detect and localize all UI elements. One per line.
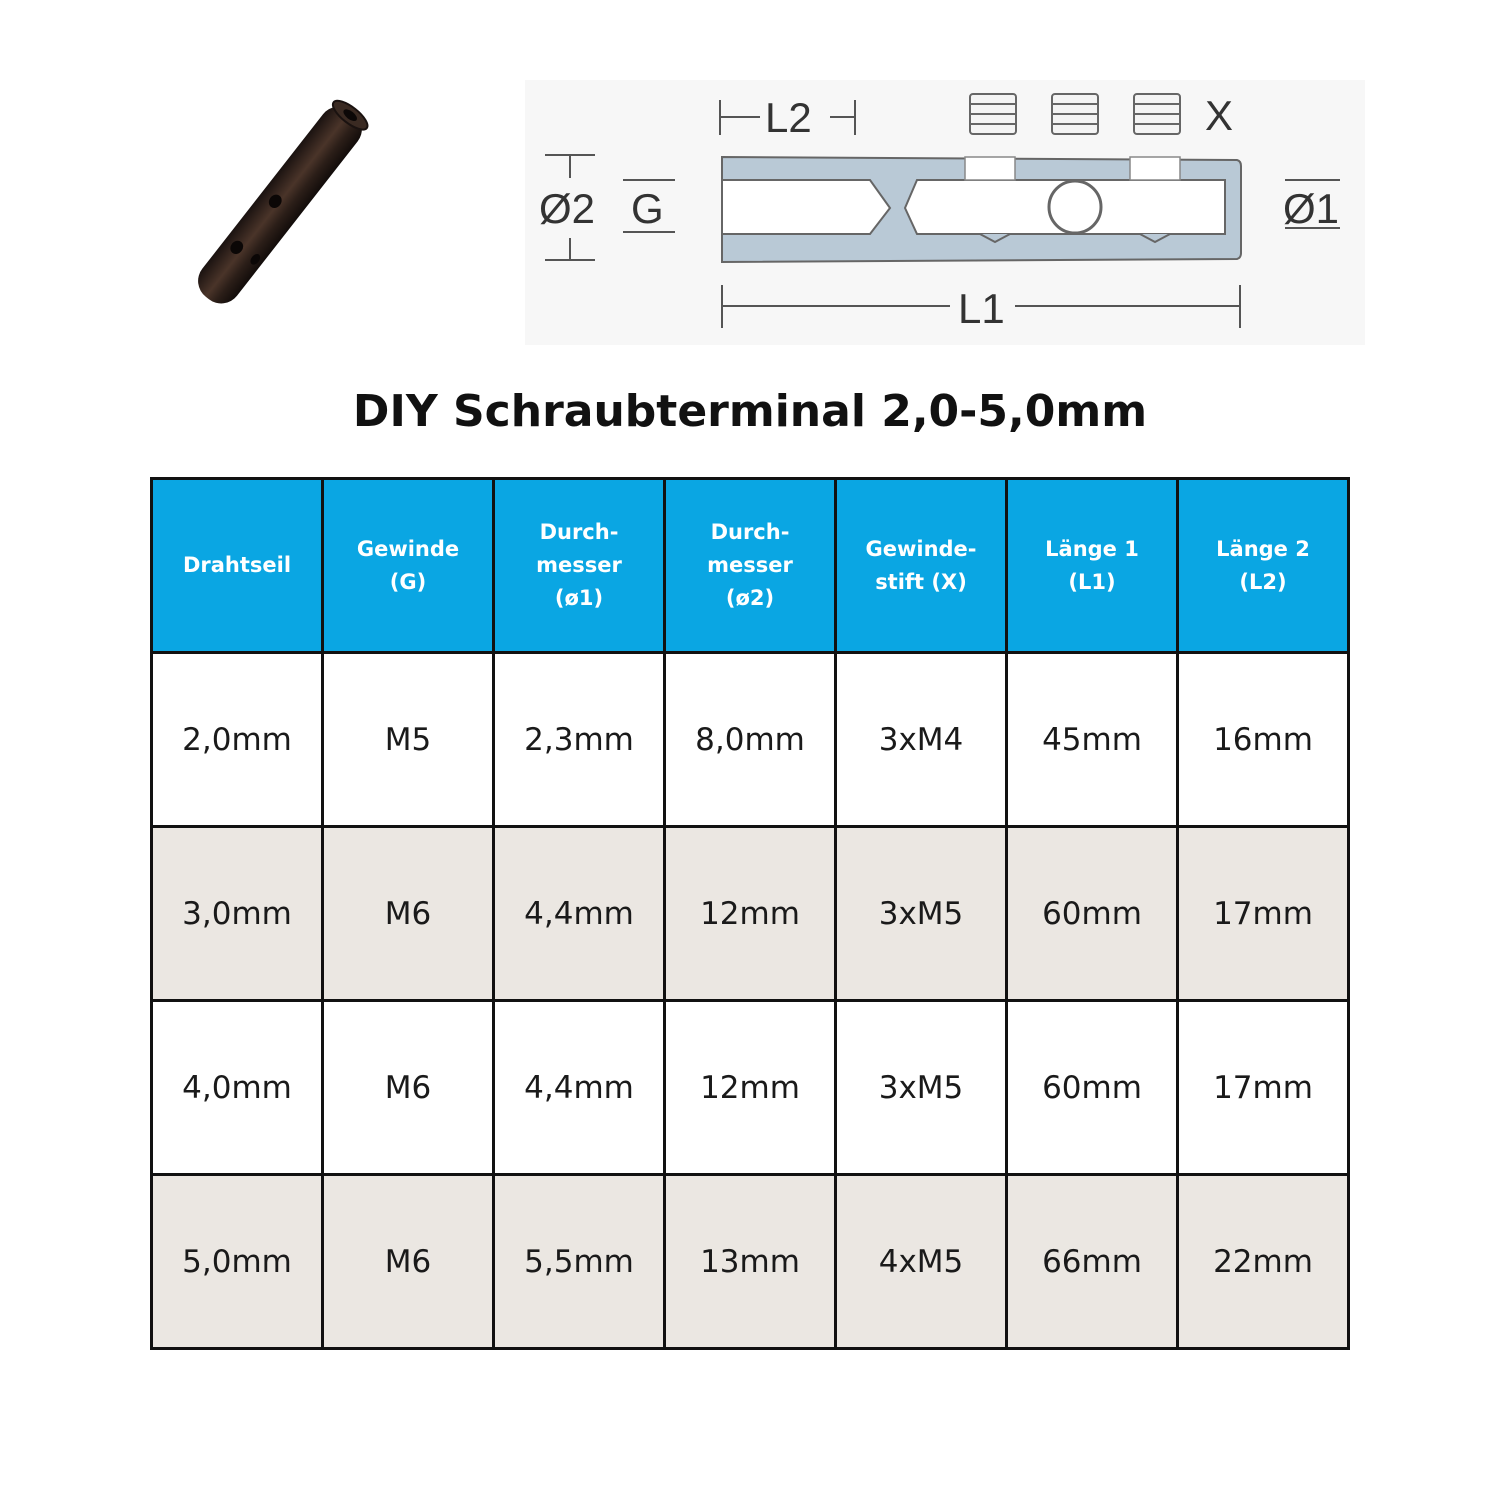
column-header-line: Länge 1 [1045,536,1139,561]
column-header [1007,479,1178,653]
table-cell: 13mm [665,1175,836,1349]
page-title: DIY Schraubterminal 2,0-5,0mm [352,386,1148,437]
table-row [152,1001,1349,1175]
column-header-line: (L2) [1239,569,1287,594]
table-cell: 4,0mm [152,1001,323,1175]
column-header-line: Durch- [710,520,790,544]
column-header [323,479,494,653]
table-row [152,653,1349,827]
table-row [152,827,1349,1001]
table-cell: 66mm [1007,1175,1178,1349]
label-x: X [1205,92,1234,139]
table-cell: 2,3mm [494,653,665,827]
column-header-line: messer [707,553,793,577]
column-header-line: (ø1) [554,586,604,610]
table-cell: 4,4mm [494,1001,665,1175]
table-cell: 12mm [665,827,836,1001]
column-header-line: (G) [389,569,427,594]
terminal-cross-section [722,157,1241,262]
column-header-line: Drahtseil [182,553,292,577]
column-header-line: (ø2) [725,586,775,610]
label-l1: L1 [958,285,1005,332]
table-cell: 60mm [1007,1001,1178,1175]
header-row [152,479,1349,653]
table-cell: M6 [323,1175,494,1349]
table-cell: 17mm [1178,827,1349,1001]
table-cell: 45mm [1007,653,1178,827]
table-row [152,1175,1349,1349]
label-g: G [631,185,664,232]
label-l2: L2 [765,94,812,141]
label-d1: Ø1 [1283,185,1340,232]
table-cell: 16mm [1178,653,1349,827]
table-cell: 4xM5 [836,1175,1007,1349]
set-screw-icon [970,94,1180,134]
column-header [1178,479,1349,653]
column-header-line: Gewinde- [865,536,977,561]
table-cell: 17mm [1178,1001,1349,1175]
label-d2: Ø2 [539,185,596,232]
table-cell: 2,0mm [152,653,323,827]
table-cell: 60mm [1007,827,1178,1001]
table-cell: 3xM5 [836,827,1007,1001]
column-header-line: (L1) [1068,569,1116,594]
table-cell: 8,0mm [665,653,836,827]
column-header-line: Länge 2 [1216,536,1310,561]
table-cell: 12mm [665,1001,836,1175]
table-cell: 5,0mm [152,1175,323,1349]
column-header-line: Durch- [539,520,619,544]
table-body [152,653,1349,1349]
table-cell: 3,0mm [152,827,323,1001]
table-cell: M6 [323,1001,494,1175]
table-cell: M6 [323,827,494,1001]
table-cell: M5 [323,653,494,827]
column-header [665,479,836,653]
column-header-line: messer [536,553,622,577]
column-header-line: stift (X) [875,569,967,594]
table-cell: 5,5mm [494,1175,665,1349]
table-cell: 3xM4 [836,653,1007,827]
spec-table [150,477,1350,1350]
column-header [836,479,1007,653]
table-cell: 3xM5 [836,1001,1007,1175]
column-header [152,479,323,653]
product-photo [140,80,420,330]
technical-diagram [525,80,1365,345]
column-header [494,479,665,653]
table-cell: 22mm [1178,1175,1349,1349]
table-cell: 4,4mm [494,827,665,1001]
column-header-line: Gewinde [356,536,460,561]
